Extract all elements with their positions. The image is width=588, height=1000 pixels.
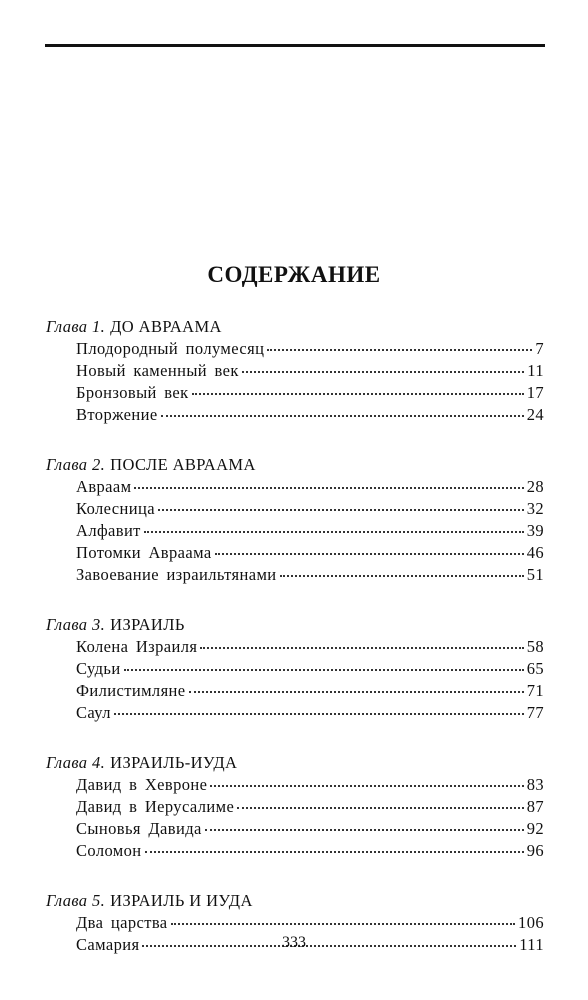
- entry-page-number: 87: [526, 797, 544, 816]
- page-number: 333: [282, 934, 306, 951]
- toc-entry: [76, 680, 544, 702]
- toc-entry: [76, 476, 544, 498]
- toc-entry: [76, 796, 544, 818]
- entry-title: Давид в Хевроне: [76, 775, 208, 794]
- dot-leader: [161, 415, 524, 417]
- dot-leader: [210, 785, 523, 787]
- toc-chapter: [0, 752, 588, 862]
- toc-entry: [76, 498, 544, 520]
- chapter-name: ИЗРАИЛЬ-ИУДА: [110, 753, 238, 772]
- entry-title: Бронзовый век: [76, 383, 189, 402]
- toc-entry: [76, 338, 544, 360]
- dot-leader: [171, 923, 516, 925]
- dot-leader: [189, 691, 524, 693]
- entry-page-number: 65: [526, 659, 544, 678]
- chapter-label: Глава 2.: [46, 455, 106, 474]
- entry-title: Новый каменный век: [76, 361, 239, 380]
- toc-entry: [76, 912, 544, 934]
- dot-leader: [145, 851, 524, 853]
- toc-entry: [76, 774, 544, 796]
- dot-leader: [114, 713, 524, 715]
- chapter-heading: [46, 316, 588, 338]
- toc-entry: [76, 360, 544, 382]
- toc-entry: [76, 840, 544, 862]
- toc-entry: [76, 702, 544, 724]
- entry-title: Два царства: [76, 913, 168, 932]
- entry-title: Судьи: [76, 659, 121, 678]
- chapter-heading: [46, 752, 588, 774]
- toc-entry: [76, 564, 544, 586]
- toc-chapter: [0, 316, 588, 426]
- toc-entry: [76, 542, 544, 564]
- entry-title: Потомки Авраама: [76, 543, 212, 562]
- entry-page-number: 46: [526, 543, 544, 562]
- dot-leader: [192, 393, 524, 395]
- dot-leader: [200, 647, 523, 649]
- entry-title: Сыновья Давида: [76, 819, 202, 838]
- toc-entry: [76, 520, 544, 542]
- entry-title: Авраам: [76, 477, 132, 496]
- entry-page-number: 96: [526, 841, 544, 860]
- entry-page-number: 51: [526, 565, 544, 584]
- dot-leader: [280, 575, 524, 577]
- dot-leader: [215, 553, 524, 555]
- chapter-name: ИЗРАИЛЬ И ИУДА: [110, 891, 253, 910]
- entry-page-number: 39: [526, 521, 544, 540]
- entry-page-number: 24: [526, 405, 544, 424]
- chapter-heading: [46, 454, 588, 476]
- entry-title: Саул: [76, 703, 111, 722]
- toc-entry: [76, 658, 544, 680]
- toc-entry: [76, 404, 544, 426]
- entry-page-number: 71: [526, 681, 544, 700]
- entry-page-number: 11: [527, 361, 544, 380]
- chapter-name: ПОСЛЕ АВРААМА: [110, 455, 256, 474]
- entry-page-number: 7: [535, 339, 544, 358]
- entry-title: Филистимляне: [76, 681, 186, 700]
- page-title: СОДЕРЖАНИЕ: [207, 262, 381, 287]
- entry-page-number: 92: [526, 819, 544, 838]
- dot-leader: [205, 829, 524, 831]
- toc-entry: [76, 636, 544, 658]
- dot-leader: [134, 487, 523, 489]
- toc-entry: [76, 382, 544, 404]
- entry-page-number: 77: [526, 703, 544, 722]
- entry-page-number: 58: [526, 637, 544, 656]
- entry-title: Плодородный полумесяц: [76, 339, 265, 358]
- entry-title: Колена Израиля: [76, 637, 198, 656]
- dot-leader: [144, 531, 524, 533]
- entry-title: Давид в Иерусалиме: [76, 797, 235, 816]
- toc-chapter: [0, 454, 588, 586]
- toc-entry: [76, 818, 544, 840]
- chapter-heading: [46, 890, 588, 912]
- chapter-name: ДО АВРААМА: [110, 317, 222, 336]
- entry-title: Самария: [76, 935, 140, 954]
- chapter-label: Глава 5.: [46, 891, 106, 910]
- entry-title: Завоевание израильтянами: [76, 565, 277, 584]
- entry-page-number: 17: [526, 383, 544, 402]
- dot-leader: [124, 669, 524, 671]
- chapter-name: ИЗРАИЛЬ: [110, 615, 185, 634]
- entry-page-number: 32: [526, 499, 544, 518]
- entry-page-number: 28: [526, 477, 544, 496]
- dot-leader: [242, 371, 525, 373]
- entry-page-number: 111: [519, 935, 544, 954]
- entry-page-number: 106: [518, 913, 544, 932]
- top-rule: [45, 44, 545, 47]
- chapter-label: Глава 1.: [46, 317, 106, 336]
- dot-leader: [158, 509, 524, 511]
- entry-page-number: 83: [526, 775, 544, 794]
- dot-leader: [237, 807, 524, 809]
- entry-title: Колесница: [76, 499, 155, 518]
- chapter-label: Глава 4.: [46, 753, 106, 772]
- entry-title: Алфавит: [76, 521, 141, 540]
- chapter-label: Глава 3.: [46, 615, 106, 634]
- dot-leader: [267, 349, 532, 351]
- entry-title: Вторжение: [76, 405, 158, 424]
- table-of-contents: [0, 316, 588, 984]
- toc-chapter: [0, 614, 588, 724]
- entry-title: Соломон: [76, 841, 142, 860]
- chapter-heading: [46, 614, 588, 636]
